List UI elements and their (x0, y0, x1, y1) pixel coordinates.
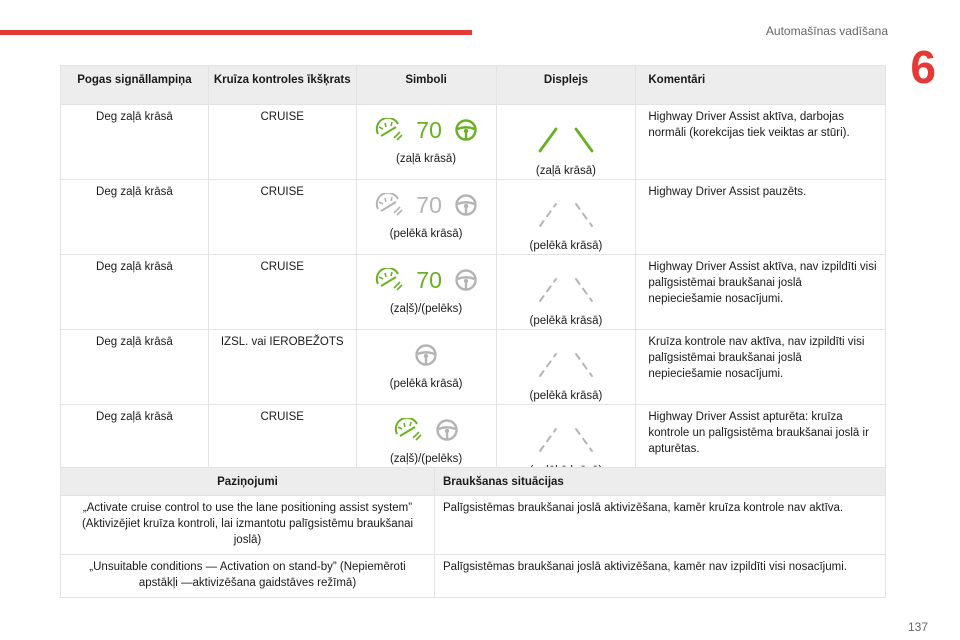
symbol-cell (356, 180, 496, 255)
message-cell: „Activate cruise control to use the lane positioning assist system” (Aktivizējiet kruīza kontroli, lai izmantotu palīgsistēmu braukšanai joslā) (61, 496, 435, 555)
lamp-cell: Deg zaļā krāsā (61, 330, 209, 405)
table-row (61, 496, 886, 555)
comment-cell: Highway Driver Assist pauzēts. (636, 180, 886, 255)
wheel-cell: CRUISE (208, 405, 356, 480)
chapter-number: 6 (910, 41, 936, 93)
cruise-control-icon (374, 193, 404, 217)
cruise-control-icon (374, 118, 404, 142)
wheel-cell: CRUISE (208, 105, 356, 180)
situation-cell: Palīgsistēmas braukšanai joslā aktivizēšana, kamēr nav izpildīti visi nosacījumi. (435, 555, 886, 598)
table-row (61, 105, 886, 180)
lamp-cell: Deg zaļā krāsā (61, 405, 209, 480)
comment-cell: Highway Driver Assist aktīva, darbojas normāli (korekcijas tiek veiktas ar stūri). (636, 105, 886, 180)
steering-wheel-icon (454, 193, 478, 217)
table-row (61, 330, 886, 405)
symbol-cell (356, 255, 496, 330)
wheel-cell: CRUISE (208, 180, 356, 255)
display-cell (496, 330, 636, 405)
symbol-caption: (zaļš)/(pelēks) (389, 303, 463, 315)
display-caption: (pelēkā krāsā) (529, 315, 603, 327)
lane-lines-icon (526, 196, 606, 232)
col-header-messages: Paziņojumi (61, 468, 435, 496)
page-header-title: Automašīnas vadīšana (765, 24, 888, 38)
col-header-comments: Komentāri (636, 66, 886, 105)
cruise-control-icon (393, 418, 423, 442)
page-number: 137 (907, 620, 928, 634)
situation-cell: Palīgsistēmas braukšanai joslā aktivizēšana, kamēr kruīza kontrole nav aktīva. (435, 496, 886, 555)
comment-cell: Kruīza kontrole nav aktīva, nav izpildīti visi palīgsistēmai braukšanai joslā nepieciešamie nosacījumi. (636, 330, 886, 405)
symbol-caption: (pelēkā krāsā) (389, 378, 463, 390)
table-row (61, 180, 886, 255)
steering-wheel-icon (414, 343, 438, 367)
lane-lines-icon (526, 421, 606, 457)
indicator-table (60, 65, 886, 480)
lane-lines-icon (526, 121, 606, 157)
display-caption: (pelēkā krāsā) (529, 390, 603, 402)
col-header-symbols: Simboli (356, 66, 496, 105)
col-header-display: Displejs (496, 66, 636, 105)
lamp-cell: Deg zaļā krāsā (61, 105, 209, 180)
cruise-control-icon (374, 268, 404, 292)
display-cell (496, 180, 636, 255)
messages-table (60, 467, 886, 598)
col-header-situations: Braukšanas situācijas (435, 468, 886, 496)
lane-lines-icon (526, 346, 606, 382)
symbol-cell (356, 105, 496, 180)
lane-lines-icon (526, 271, 606, 307)
symbol-caption: (zaļš)/(pelēks) (389, 453, 463, 465)
wheel-cell: IZSL. vai IEROBEŽOTS (208, 330, 356, 405)
col-header-wheel: Kruīza kontroles īkšķrats (208, 66, 356, 105)
table-row (61, 255, 886, 330)
display-caption: (pelēkā krāsā) (529, 240, 603, 252)
symbol-caption: (zaļā krāsā) (396, 153, 457, 165)
comment-cell: Highway Driver Assist apturēta: kruīza kontrole un palīgsistēma braukšanai joslā ir apturētas. (636, 405, 886, 480)
steering-wheel-icon (435, 418, 459, 442)
table-row (61, 555, 886, 598)
display-cell (496, 255, 636, 330)
col-header-lamp: Pogas signāllampiņa (61, 66, 209, 105)
symbol-caption: (pelēkā krāsā) (389, 228, 463, 240)
comment-cell: Highway Driver Assist aktīva, nav izpildīti visi palīgsistēmai braukšanai joslā nepieciešamie nosacījumi. (636, 255, 886, 330)
message-cell: „Unsuitable conditions — Activation on stand-by” (Nepiemēroti apstākļi —aktivizēšana gaidstāves režīmā) (61, 555, 435, 598)
steering-wheel-icon (454, 118, 478, 142)
display-cell (496, 105, 636, 180)
speed-value: 70 (416, 117, 442, 143)
wheel-cell: CRUISE (208, 255, 356, 330)
display-caption: (zaļā krāsā) (535, 165, 596, 177)
speed-value: 70 (416, 192, 442, 218)
lamp-cell: Deg zaļā krāsā (61, 180, 209, 255)
symbol-cell (356, 330, 496, 405)
speed-value: 70 (416, 267, 442, 293)
indicator-table-header (61, 66, 886, 105)
top-accent-bar (0, 30, 472, 35)
lamp-cell: Deg zaļā krāsā (61, 255, 209, 330)
messages-table-header (61, 468, 886, 496)
steering-wheel-icon (454, 268, 478, 292)
